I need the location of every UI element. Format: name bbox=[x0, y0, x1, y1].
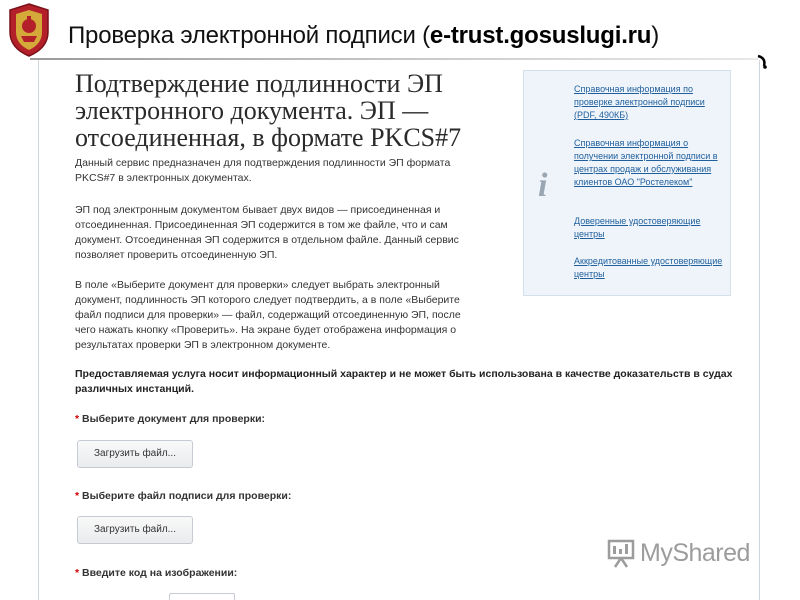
captcha-field-label bbox=[75, 567, 237, 579]
slide-title-url: e-trust.gosuslugi.ru bbox=[429, 22, 652, 49]
slide-title-suffix: ) bbox=[651, 22, 660, 49]
document-field-label bbox=[75, 413, 265, 425]
upload-signature-button[interactable]: Загрузить файл... bbox=[77, 516, 193, 544]
required-mark: * bbox=[75, 490, 80, 502]
watermark-text: MyShared bbox=[640, 539, 750, 567]
link-trusted-centers[interactable]: Доверенные удостоверяющие центры bbox=[574, 216, 701, 239]
captcha-label-text: Введите код на изображении: bbox=[82, 567, 238, 579]
info-sidebar bbox=[523, 70, 731, 296]
presentation-board-icon bbox=[606, 538, 636, 568]
page-heading: Подтверждение подлинности ЭП электронного документа. ЭП — отсоединенная, в формате PKCS#7 bbox=[75, 69, 462, 152]
disclaimer-paragraph: Предоставляемая услуга носит информационный характер и не может быть использована в качестве доказательств в судах различных инстанций. bbox=[75, 368, 733, 395]
watermark bbox=[606, 534, 766, 574]
intro-paragraph: Данный сервис предназначен для подтверждения подлинности ЭП формата PKCS#7 в электронных документах. bbox=[75, 157, 451, 184]
signature-types-paragraph: ЭП под электронным документом бывает двух видов — присоединенная и отсоединенная. Присоединенная ЭП содержится в том же файле, что и сам документ. Отсоединенная ЭП содержится в отдельном файле. Данный сервис позволяет проверить отсоединенную ЭП. bbox=[75, 204, 459, 261]
required-mark: * bbox=[75, 413, 80, 425]
info-icon: i bbox=[538, 167, 548, 204]
slide-title-prefix: Проверка электронной подписи ( bbox=[68, 22, 430, 49]
slide-header bbox=[0, 0, 800, 62]
instructions-paragraph: В поле «Выберите документ для проверки» следует выбрать электронный документ, подлинность ЭП которого следует подтвердить, а в поле «Выберите файл подписи для проверки» — файл, содержащий отсоединенную ЭП, после чего нажать кнопку «Проверить». На экране будет отображена информация о результатах проверки ЭП в электронном документе. bbox=[75, 279, 461, 351]
link-reference-pdf[interactable]: Справочная информация по проверке электронной подписи (PDF, 490КБ) bbox=[574, 84, 705, 120]
link-accredited-centers[interactable]: Аккредитованные удостоверяющие центры bbox=[574, 256, 723, 279]
coat-of-arms-icon bbox=[6, 2, 52, 58]
captcha-input[interactable] bbox=[169, 593, 235, 600]
upload-document-button[interactable]: Загрузить файл... bbox=[77, 440, 193, 468]
link-rostelecom-info[interactable]: Справочная информация о получении электронной подписи в центрах продаж и обслуживания клиентов ОАО "Ростелеком" bbox=[574, 138, 718, 187]
service-page-screenshot bbox=[38, 60, 760, 600]
signature-label-text: Выберите файл подписи для проверки: bbox=[82, 490, 292, 502]
required-mark: * bbox=[75, 567, 80, 579]
document-label-text: Выберите документ для проверки: bbox=[82, 413, 266, 425]
slide-title bbox=[68, 22, 659, 50]
signature-field-label bbox=[75, 490, 291, 502]
